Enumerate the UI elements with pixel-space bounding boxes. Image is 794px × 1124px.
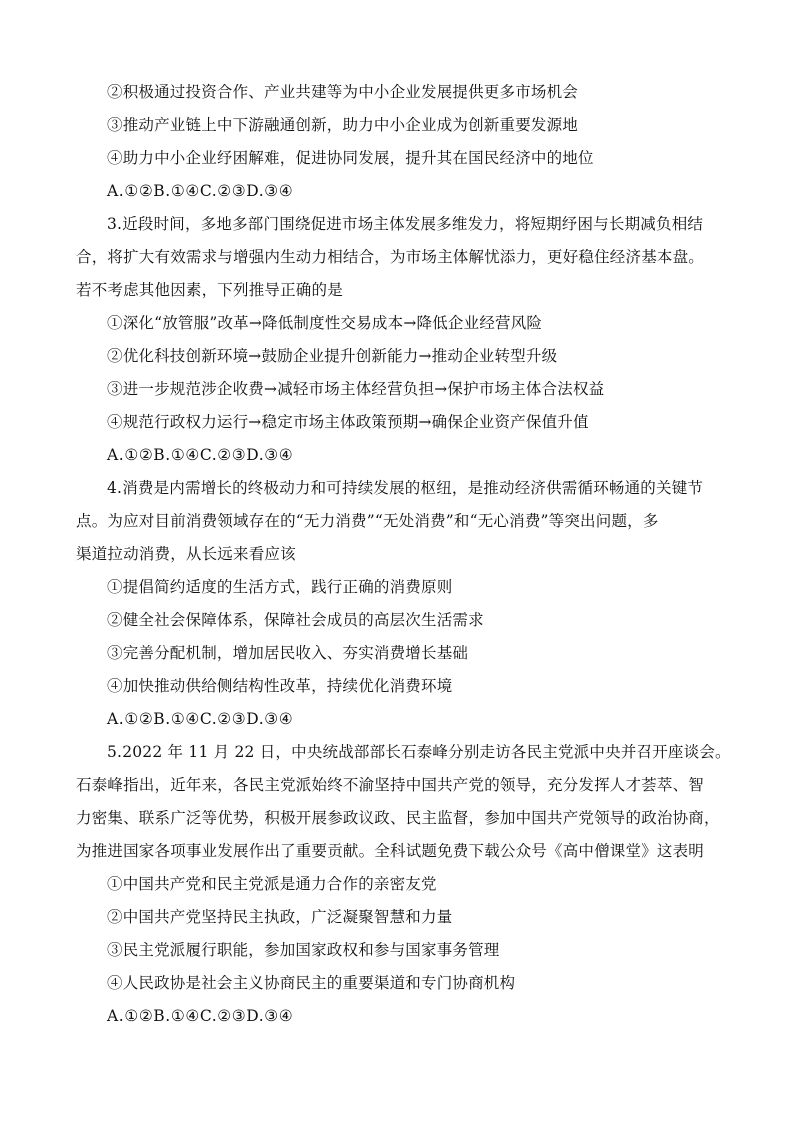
q4-answer-choices: A.①②B.①④C.②③D.③④ <box>107 710 294 728</box>
q5-stem-line-1: 5.2022 年 11 月 22 日，中央统战部部长石泰峰分别走访各民主党派中央并召开座谈会。 <box>107 743 731 761</box>
q4-stem-line-2: 点。为应对目前消费领域存在的“无力消费”“无处消费”和“无心消费”等突出问题，多 <box>76 512 659 530</box>
q4-stem-line-1: 4.消费是内需增长的终极动力和可持续发展的枢纽，是推动经济供需循环畅通的关键节 <box>107 479 704 497</box>
q3-stem-line-3: 若不考虑其他因素，下列推导正确的是 <box>76 281 343 299</box>
q4-option-3: ③完善分配机制，增加居民收入、夯实消费增长基础 <box>107 644 469 662</box>
q3-option-3: ③进一步规范涉企收费→减轻市场主体经营负担→保护市场主体合法权益 <box>107 380 605 398</box>
q3-stem-line-1: 3.近段时间，多地多部门围绕促进市场主体发展多维发力，将短期纾困与长期减负相结 <box>107 215 704 233</box>
q5-option-2: ②中国共产党坚持民主执政，广泛凝聚智慧和力量 <box>107 908 453 926</box>
q4-stem-line-3: 渠道拉动消费，从长远来看应该 <box>76 545 296 563</box>
q3-option-4: ④规范行政权力运行→稳定市场主体政策预期→确保企业资产保值升值 <box>107 413 589 431</box>
q5-stem-line-3: 力密集、联系广泛等优势，积极开展参政议政、民主监督，参加中国共产党领导的政治协商， <box>76 809 720 827</box>
q4-option-2: ②健全社会保障体系，保障社会成员的高层次生活需求 <box>107 611 484 629</box>
q5-answer-choices: A.①②B.①④C.②③D.③④ <box>107 1007 294 1025</box>
q3-stem-line-2: 合，将扩大有效需求与增强内生动力相结合，为市场主体解忧添力，更好稳住经济基本盘。 <box>76 248 705 266</box>
q2-option-4: ④助力中小企业纾困解难，促进协同发展，提升其在国民经济中的地位 <box>107 149 594 167</box>
q4-option-1: ①提倡简约适度的生活方式，践行正确的消费原则 <box>107 578 453 596</box>
q5-stem-line-2: 石泰峰指出，近年来，各民主党派始终不渝坚持中国共产党的领导，充分发挥人才荟萃、智 <box>76 776 705 794</box>
q5-option-4: ④人民政协是社会主义协商民主的重要渠道和专门协商机构 <box>107 974 516 992</box>
q2-option-2: ②积极通过投资合作、产业共建等为中小企业发展提供更多市场机会 <box>107 83 579 101</box>
q2-option-3: ③推动产业链上中下游融通创新，助力中小企业成为创新重要发源地 <box>107 116 579 134</box>
q3-option-1: ①深化“放管服”改革→降低制度性交易成本→降低企业经营风险 <box>107 314 543 332</box>
q2-answer-choices: A.①②B.①④C.②③D.③④ <box>107 182 294 200</box>
q5-option-1: ①中国共产党和民主党派是通力合作的亲密友党 <box>107 875 437 893</box>
q4-option-4: ④加快推动供给侧结构性改革，持续优化消费环境 <box>107 677 453 695</box>
q5-stem-line-4: 为推进国家各项事业发展作出了重要贡献。全科试题免费下载公众号《高中僧课堂》这表明 <box>76 842 705 860</box>
q3-answer-choices: A.①②B.①④C.②③D.③④ <box>107 446 294 464</box>
q5-option-3: ③民主党派履行职能，参加国家政权和参与国家事务管理 <box>107 941 500 959</box>
q3-option-2: ②优化科技创新环境→鼓励企业提升创新能力→推动企业转型升级 <box>107 347 558 365</box>
